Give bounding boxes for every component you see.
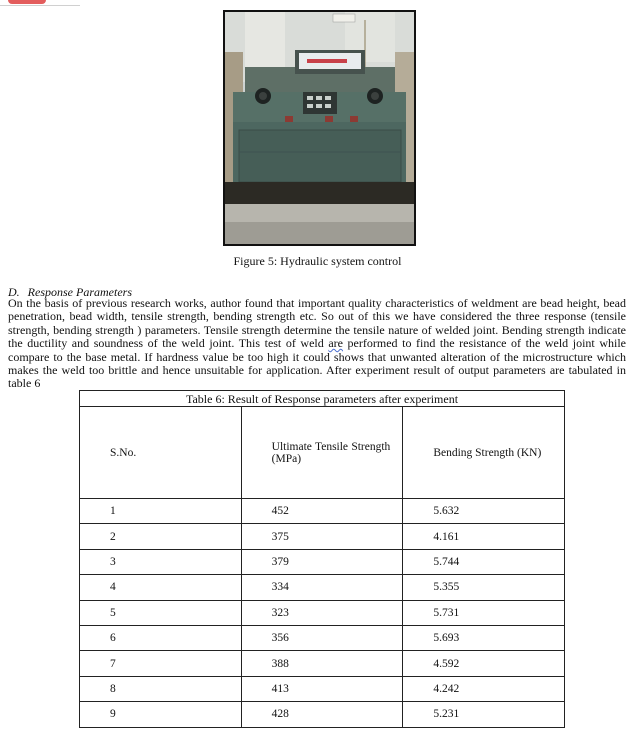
header-sno: S.No.	[80, 407, 242, 499]
cell-uts: 334	[241, 575, 403, 600]
table-row	[80, 575, 565, 600]
cell-sno: 1	[80, 499, 242, 524]
table-row	[80, 600, 565, 625]
cell-bending: 5.632	[403, 499, 565, 524]
table-header-row	[80, 407, 565, 499]
table-row	[80, 676, 565, 701]
figure-caption: Figure 5: Hydraulic system control	[233, 254, 402, 268]
header-uts	[241, 407, 403, 499]
header-uts-unit: (MPa)	[271, 452, 302, 465]
cell-uts: 379	[241, 549, 403, 574]
cell-uts: 375	[241, 524, 403, 549]
cell-sno: 9	[80, 702, 242, 727]
figure-photo	[223, 10, 416, 246]
cell-bending: 4.161	[403, 524, 565, 549]
cell-bending: 5.693	[403, 625, 565, 650]
spellcheck-word: are	[328, 336, 343, 351]
cell-sno: 2	[80, 524, 242, 549]
table-row	[80, 702, 565, 727]
table-row	[80, 524, 565, 549]
table-caption: Table 6: Result of Response parameters after experiment	[80, 391, 565, 407]
header-uts-label: Ultimate Tensile Strength	[271, 440, 391, 453]
table-row	[80, 625, 565, 650]
body-paragraph	[8, 297, 626, 391]
cell-uts: 356	[241, 625, 403, 650]
cell-bending: 4.592	[403, 651, 565, 676]
header-bending: Bending Strength (KN)	[403, 407, 565, 499]
cell-bending: 4.242	[403, 676, 565, 701]
cell-sno: 7	[80, 651, 242, 676]
cell-uts: 428	[241, 702, 403, 727]
hydraulic-machine-photo	[225, 12, 414, 244]
paragraph-part-1: On the basis of previous research works, author found that important quality characteristics of weldment are bead height, bead penetration, bead width, tensile strength, bending strength etc. So out of this we have considered the three response (tensile strength, bending strength ) parameters. Tensile strength determine the tensile nature of welded joint. Bending strength indicate the ductility and soundness of the weld joint. This test of weld	[8, 296, 626, 351]
cell-sno: 6	[80, 625, 242, 650]
cell-sno: 4	[80, 575, 242, 600]
cell-bending: 5.355	[403, 575, 565, 600]
cell-sno: 3	[80, 549, 242, 574]
cell-uts: 452	[241, 499, 403, 524]
cell-uts: 323	[241, 600, 403, 625]
table-row	[80, 549, 565, 574]
cell-bending: 5.231	[403, 702, 565, 727]
section-letter: D.	[8, 285, 20, 299]
table-body	[80, 499, 565, 728]
results-table	[79, 390, 565, 728]
table-row	[80, 499, 565, 524]
cell-bending: 5.731	[403, 600, 565, 625]
cell-sno: 5	[80, 600, 242, 625]
page-corner-mark	[0, 0, 80, 6]
cell-uts: 413	[241, 676, 403, 701]
table-row	[80, 651, 565, 676]
section-title: Response Parameters	[27, 285, 132, 299]
paragraph-part-2: performed to find the resistance of the weld joint while compare to the base metal. If hardness value be too high it could shows that unwanted alteration of the microstructure which makes the weld too brittle and hence unsuitable for application. After experiment result of output parameters are tabulated in table 6	[8, 336, 626, 391]
results-table-wrapper	[79, 390, 565, 728]
cell-uts: 388	[241, 651, 403, 676]
cell-sno: 8	[80, 676, 242, 701]
cell-bending: 5.744	[403, 549, 565, 574]
